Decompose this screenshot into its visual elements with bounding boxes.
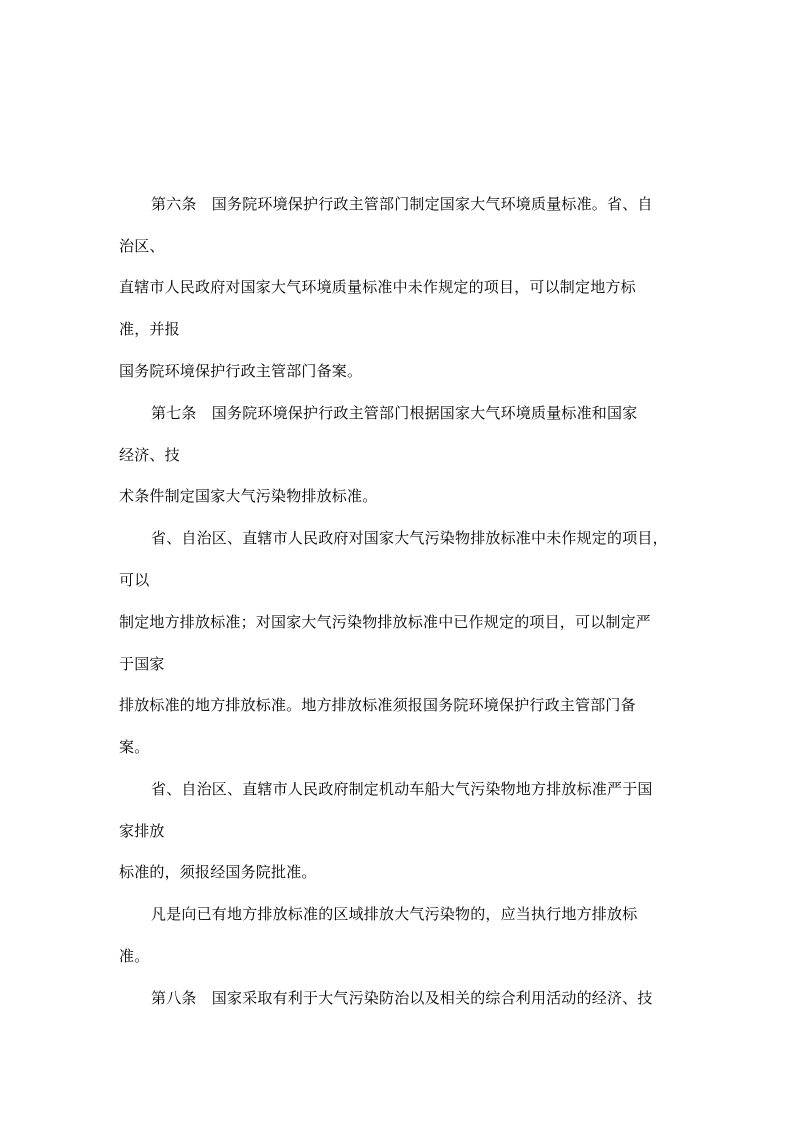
text-line: 省、自治区、直辖市人民政府制定机动车船大气污染物地方排放标准严于国 (151, 780, 653, 798)
text-line: 准。 (119, 947, 150, 965)
text-line: 可以 (119, 571, 150, 589)
text-line: 省、自治区、直辖市人民政府对国家大气污染物排放标准中未作规定的项目， (151, 529, 668, 547)
text-line: 第八条 国家采取有利于大气污染防治以及相关的综合利用活动的经济、技 (151, 989, 653, 1007)
text-line: 制定地方排放标准；对国家大气污染物排放标准中已作规定的项目，可以制定严 (119, 613, 652, 631)
text-line: 排放标准的地方排放标准。地方排放标准须报国务院环境保护行政主管部门备 (119, 696, 636, 714)
text-line: 准，并报 (119, 320, 180, 338)
text-line: 案。 (119, 738, 150, 756)
text-line: 国务院环境保护行政主管部门备案。 (119, 362, 363, 380)
text-line: 家排放 (119, 822, 165, 840)
text-line: 术条件制定国家大气污染物排放标准。 (119, 487, 378, 505)
text-line: 凡是向已有地方排放标准的区域排放大气污染物的，应当执行地方排放标 (151, 905, 638, 923)
text-line: 治区、 (119, 237, 165, 255)
text-line: 经济、技 (119, 446, 180, 464)
text-line: 直辖市人民政府对国家大气环境质量标准中未作规定的项目，可以制定地方标 (119, 278, 636, 296)
text-line: 第七条 国务院环境保护行政主管部门根据国家大气环境质量标准和国家 (151, 404, 638, 422)
text-line: 第六条 国务院环境保护行政主管部门制定国家大气环境质量标准。省、自 (151, 195, 653, 213)
text-line: 标准的，须报经国务院批准。 (119, 863, 317, 881)
text-line: 于国家 (119, 655, 165, 673)
